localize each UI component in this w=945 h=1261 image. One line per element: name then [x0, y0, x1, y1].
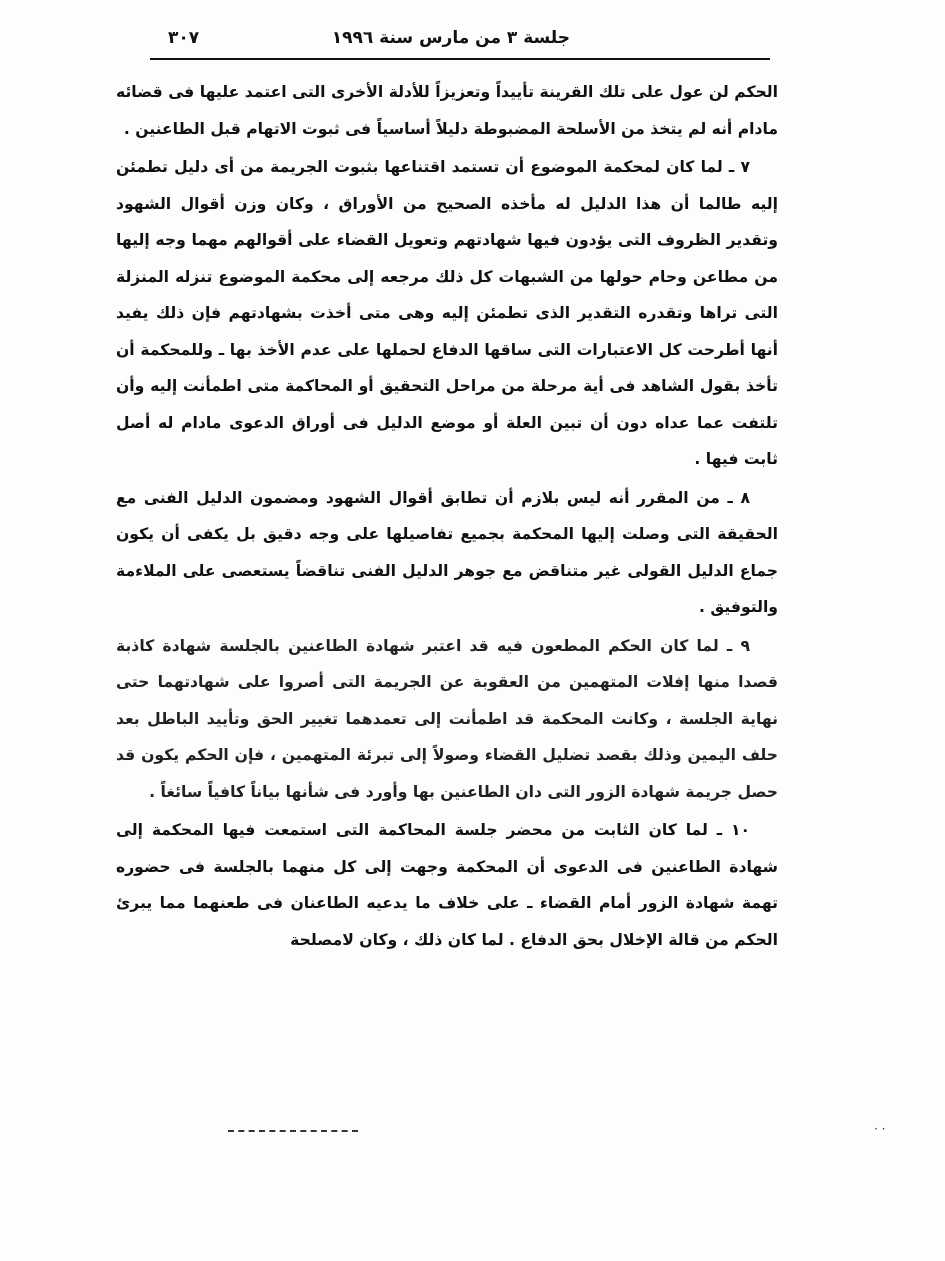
- page-number: ٣٠٧: [168, 28, 200, 48]
- paragraph-9: ٩ ـ لما كان الحكم المطعون فيه قد اعتبر شهادة الطاعنين بالجلسة شهادة كاذبة قصدا منها إفلات المتهمين من العقوبة عن الجريمة التى أصروا على شهادتهما حتى نهاية الجلسة ، وكانت المحكمة قد اطمأنت إلى تعمدهما تغيير الحق وتأييد الباطل بعد حلف اليمين وذلك بقصد تضليل القضاء وصولاً إلى تبرئة المتهمين ، فإن الحكم يكون قد حصل جريمة شهادة الزور التى دان الطاعنين بها وأورد فى شأنها بياناً كافياً سائغاً .: [116, 636, 778, 801]
- paragraph-8: ٨ ـ من المقرر أنه ليس بلازم أن تطابق أقوال الشهود ومضمون الدليل الفنى مع الحقيقة التى وصلت إليها المحكمة بجميع تفاصيلها على وجه دقيق بل يكفى أن يكون جماع الدليل القولى غير متناقض مع جوهر الدليل الفنى تناقضاً يستعصى على الملاءمة والتوفيق .: [116, 488, 778, 616]
- footer-divider: [228, 1130, 358, 1132]
- page-header: [150, 26, 770, 56]
- paragraph-continuation: الحكم لن عول على تلك القرينة تأييداً وتعزيزاً للأدلة الأخرى التى اعتمد عليها فى قضائه مادام أنه لم يتخذ من الأسلحة المضبوطة دليلاً أساسياً فى ثبوت الاتهام قبل الطاعنين .: [116, 83, 778, 138]
- scan-mark: · ·: [874, 1122, 886, 1136]
- header-divider: [150, 58, 770, 60]
- paragraph-7: ٧ ـ لما كان لمحكمة الموضوع أن تستمد اقتناعها بثبوت الجريمة من أى دليل تطمئن إليه طالما أن هذا الدليل له مأخذه الصحيح من الأوراق ، وكان وزن أقوال الشهود وتقدير الظروف التى يؤدون فيها شهادتهم وتعويل القضاء على أقوالهم مهما وجه إليها من مطاعن وحام حولها من الشبهات كل ذلك مرجعه إلى محكمة الموضوع تنزله المنزلة التى تراها وتقدره التقدير الذى تطمئن إليه وهى متى أخذت بشهادتهم فإن ذلك يفيد أنها أطرحت كل الاعتبارات التى ساقها الدفاع لحملها على عدم الأخذ بها ـ وللمحكمة أن تأخذ بقول الشاهد فى أية مرحلة من مراحل التحقيق أو المحاكمة متى اطمأنت إليه وأن تلتفت عما عداه دون أن تبين العلة أو موضع الدليل فى أوراق الدعوى مادام له أصل ثابت فيها .: [116, 158, 778, 468]
- document-body: [116, 74, 778, 960]
- session-title: جلسة ٣ من مارس سنة ١٩٩٦: [331, 28, 570, 48]
- paragraph-10: ١٠ ـ لما كان الثابت من محضر جلسة المحاكمة التى استمعت فيها المحكمة إلى شهادة الطاعنين فى الدعوى أن المحكمة وجهت إلى كل منهما بالجلسة فى حضوره تهمة شهادة الزور أمام القضاء ـ على خلاف ما يدعيه الطاعنان فى طعنهما مما يبرئ الحكم من قالة الإخلال بحق الدفاع . لما كان ذلك ، وكان لامصلحة: [116, 821, 778, 949]
